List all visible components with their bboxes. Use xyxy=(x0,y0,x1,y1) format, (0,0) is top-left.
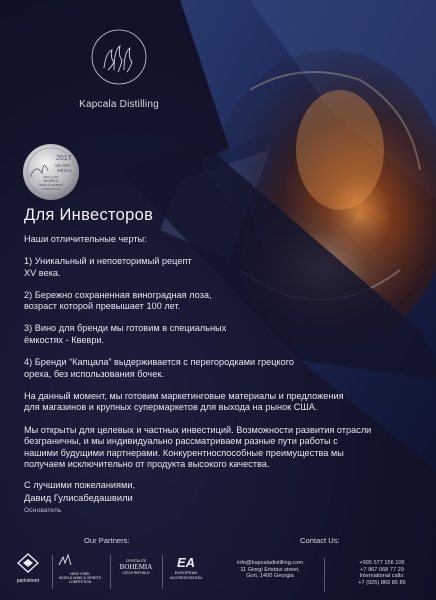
medal-label-1: SILVER xyxy=(55,163,71,168)
medal-sub-2: WORLD xyxy=(43,178,59,183)
nywwsc-skyline-icon xyxy=(57,553,103,567)
medal-sub-1: NEW YORK xyxy=(43,175,59,179)
medal-sub-4: COMPETITION xyxy=(41,188,61,191)
address-line-1: 11 Giorgi Eristavi street, xyxy=(240,566,300,573)
partner-logo-bohemia xyxy=(114,553,158,597)
divider xyxy=(324,558,325,592)
address-line-2: Gori, 1400 Georgia xyxy=(246,573,294,580)
partner-logo-ea xyxy=(166,553,206,594)
divider xyxy=(162,555,163,589)
intl-calls-label: International calls: xyxy=(359,573,405,580)
contact-phones xyxy=(335,560,429,586)
signature-block xyxy=(24,480,396,516)
silver-medal-icon xyxy=(22,143,80,201)
bohemia-line-3: CZECH REPUBLIC xyxy=(122,571,150,575)
brand-name: Kapcala Distilling xyxy=(79,99,159,110)
nywwsc-line-3: COMPETITION xyxy=(68,580,92,585)
contact-address xyxy=(224,560,316,580)
feature-item: 4) Бренди “Капцала” выдерживается с перегородками грецкого ореха, без использования бочек. xyxy=(24,357,295,379)
medal-sub-3: WINE & SPIRITS xyxy=(39,183,63,187)
brand-emblem-icon xyxy=(90,28,148,86)
contact-label: Contact Us: xyxy=(300,536,340,545)
nywwsc-line-2: WORLD WINE & SPIRITS xyxy=(58,576,102,581)
feature-item: 2) Бережно сохраненная виноградная лоза, возраст которой превышает 100 лет. xyxy=(24,289,212,312)
closing-text: С лучшими пожеланиями, xyxy=(24,480,136,491)
investment-paragraph: Мы открыты для целевых и частных инвестиций. Возможности развития отрасли безграничны, и мы индивидуально рассматриваем разные пути работы с нашими будущими партнерами. Конкурентноспособные преимущества мы получаем исключительно от продукта высокого качества. xyxy=(24,424,372,470)
contact-email[interactable]: info@kapcaladistilling.com xyxy=(237,560,303,566)
signer-role: Основатель xyxy=(24,506,62,514)
medal-label-2: MEDAL xyxy=(57,168,73,173)
phone-3[interactable]: +7 (925) 869 85 86 xyxy=(358,579,406,586)
ea-line-2: ACCREDITATION xyxy=(169,575,203,580)
parkstreet-label: parkstreet xyxy=(16,578,40,584)
partner-logo-parkstreet xyxy=(8,553,48,591)
divider xyxy=(110,555,111,589)
partners-label: Our Partners: xyxy=(84,536,130,545)
bohemia-line-1: CRYSTALITE xyxy=(125,559,147,563)
brand-logo xyxy=(64,28,174,110)
market-paragraph: На данный момент, мы готовим маркетинговые материалы и предложения для магазинов и крупных супермаркетов для выхода на рынок США. xyxy=(24,390,344,413)
parkstreet-icon xyxy=(17,553,39,573)
ea-mark: EA xyxy=(176,555,196,570)
medal-year: 2017 xyxy=(56,155,72,162)
signer-name: Давид Гулисабедашвили xyxy=(24,492,133,503)
partner-logo-nywwsc xyxy=(56,553,104,591)
page-title: Для Инвесторов xyxy=(24,206,154,224)
bohemia-line-2: BOHEMIA xyxy=(119,563,153,571)
ea-line-1: EUROPEAN xyxy=(174,570,198,575)
phone-1[interactable]: +995 577 156 106 xyxy=(359,560,405,566)
intro-text: Наши отличительные черты: xyxy=(24,234,147,244)
feature-item: 3) Вино для бренди мы готовим в специальных ёмкостях - Квеври. xyxy=(24,323,227,346)
divider xyxy=(52,555,53,589)
phone-2[interactable]: +7 967 068 77 29 xyxy=(360,566,404,573)
nywwsc-line-1: NEW YORK xyxy=(70,572,90,576)
feature-item: 1) Уникальный и неповторимый рецепт XV века. xyxy=(24,256,192,278)
body-text xyxy=(24,234,396,516)
partner-logos xyxy=(8,553,206,593)
